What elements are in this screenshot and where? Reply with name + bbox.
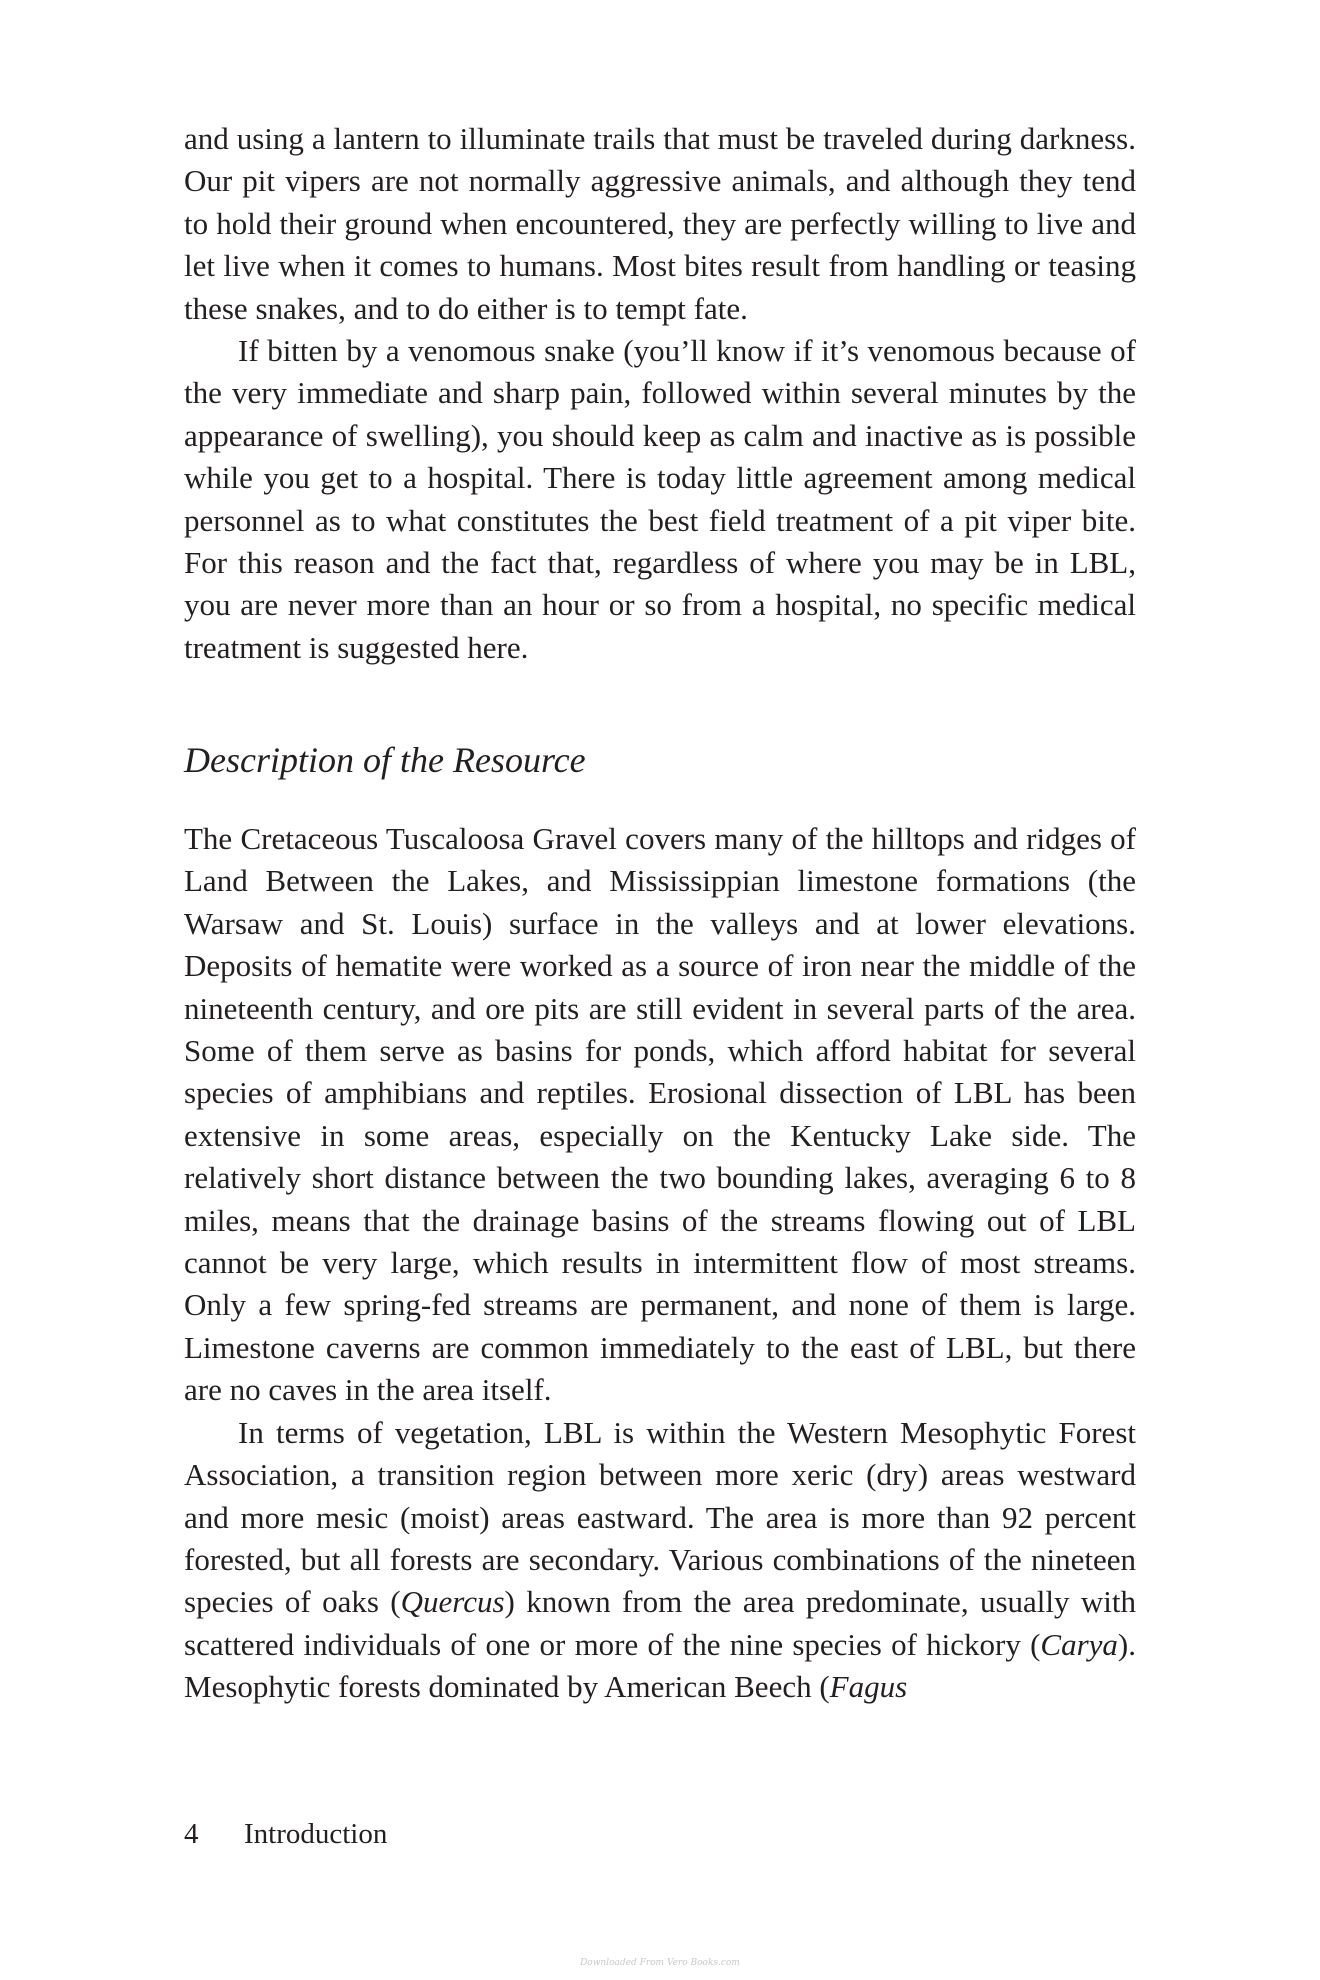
species-name-carya: Carya — [1040, 1626, 1118, 1662]
body-text-bottom — [184, 818, 1136, 1709]
paragraph: The Cretaceous Tuscaloosa Gravel covers many of the hilltops and ridges of Land Between the Lakes, and Mississippian limestone formations (the Warsaw and St. Louis) surface in the valleys and at lower elevations. Deposits of hematite were worked as a source of iron near the middle of the nineteenth century, and ore pits are still evident in several parts of the area. Some of them serve as basins for ponds, which afford habitat for several species of amphibians and reptiles. Erosional dissection of LBL has been extensive in some areas, especially on the Kentucky Lake side. The relatively short distance between the two bounding lakes, averaging 6 to 8 miles, means that the drainage basins of the streams flowing out of LBL cannot be very large, which results in intermittent flow of most streams. Only a few spring-fed streams are permanent, and none of them is large. Limestone caverns are common immediately to the east of LBL, but there are no caves in the area itself. — [184, 821, 1136, 1408]
paragraph — [184, 1412, 1136, 1709]
page-number: 4 — [184, 1818, 199, 1850]
paragraph-text: ). Mesophytic forests dominated by American Beech ( — [184, 1626, 1136, 1705]
species-name-fagus: Fagus — [829, 1669, 908, 1705]
paragraph: and using a lantern to illuminate trails that must be traveled during darkness. Our pit vipers are not normally aggressive animals, and although they tend to hold their ground when encountered, they are perfectly willing to live and let live when it comes to humans. Most bites result from handling or teasing these snakes, and to do either is to tempt fate. — [184, 121, 1136, 326]
paragraph-text: ) known from the area predominate, usually with scattered individuals of one or more of the nine species of hickory ( — [184, 1584, 1136, 1662]
watermark: Downloaded From Vero Books.com — [580, 1958, 740, 1968]
page-footer — [184, 1816, 387, 1852]
running-head: Introduction — [244, 1818, 388, 1850]
species-name-quercus: Quercus — [400, 1584, 505, 1620]
paragraph: If bitten by a venomous snake (you’ll know if it’s venomous because of the very immediate and sharp pain, followed within several minutes by the appearance of swelling), you should keep as calm and inactive as is possible while you get to a hospital. There is today little agreement among medical personnel as to what constitutes the best field treatment of a pit viper bite. For this reason and the fact that, regardless of where you may be in LBL, you are never more than an hour or so from a hospital, no specific medical treatment is suggested here. — [184, 333, 1136, 665]
paragraph-text: In terms of vegetation, LBL is within the Western Mesophytic Forest Association, a transition region between more xeric (dry) areas westward and more mesic (moist) areas eastward. The area is more than 92 percent forested, but all forests are secondary. Various combinations of the nineteen species of oaks ( — [184, 1414, 1136, 1620]
section-heading: Description of the Resource — [184, 740, 586, 780]
body-text-top — [184, 118, 1136, 669]
